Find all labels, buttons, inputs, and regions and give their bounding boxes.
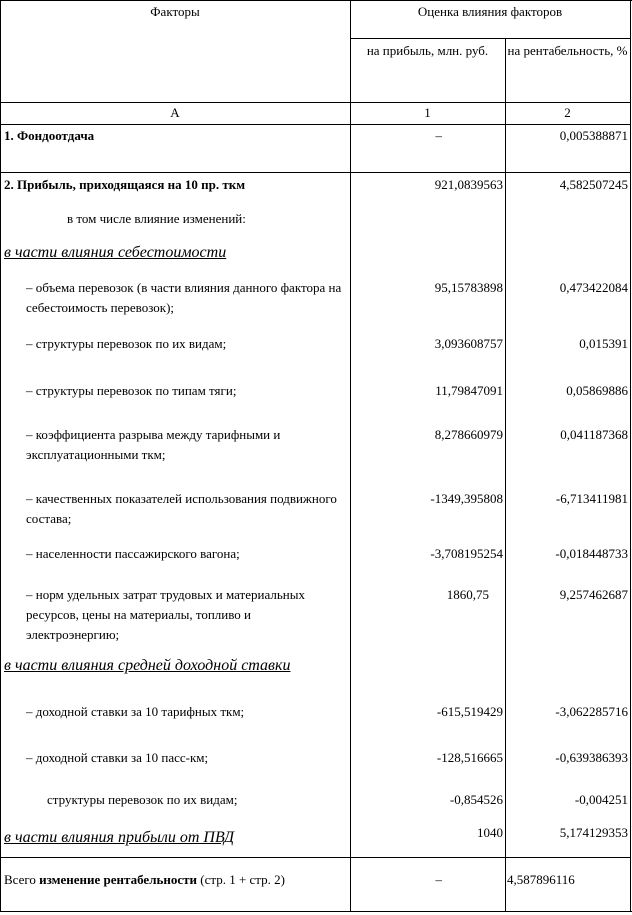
section-cost-heading: в части влияния себестоимости: [4, 244, 227, 261]
sections-bottom-line: [0, 857, 630, 858]
row-total-prefix: Всего: [4, 872, 36, 887]
row-norms-profit: 1860,75: [446, 587, 489, 602]
row-total-suffix: (стр. 1 + стр. 2): [200, 872, 285, 887]
row-profit-per-10-profit: 921,0839563: [434, 177, 503, 192]
row-quality-indicators-profit: -1349,395808: [430, 491, 503, 506]
section-rate-heading: в части влияния средней доходной ставки: [4, 657, 291, 674]
row1-bottom-line: [0, 172, 630, 173]
row-total-label: [4, 870, 285, 890]
row-fondootdacha-profitability: 0,005388871: [559, 128, 628, 143]
row-profit-per-10-label: 2. Прибыль, приходящаяся на 10 пр. ткм: [4, 177, 246, 192]
subheader-line: [350, 38, 630, 39]
row-rate-tariff-profit: -615,519429: [436, 704, 503, 719]
including-label: в том числе влияние изменений:: [67, 211, 246, 226]
header-col-a: А: [170, 105, 180, 120]
row-norms-label: – норм удельных затрат трудовых и материальных ресурсов, цены на материалы, топливо и электроэнергию;: [26, 587, 305, 642]
row-volume-profit: 95,15783898: [434, 280, 503, 295]
row-total-profit: –: [435, 872, 442, 887]
row-volume-profitability: 0,473422084: [559, 280, 628, 295]
table-top-border: [0, 0, 632, 1]
row-rate-structure-profit: -0,854526: [449, 792, 503, 807]
row-structure-types-profit: 3,093608757: [434, 336, 503, 351]
row-wagon-occupancy-profitability: -0,018448733: [555, 546, 628, 561]
row-rate-passenger-profit: -128,516665: [436, 750, 503, 765]
table-bottom-border: [0, 911, 632, 912]
row-wagon-occupancy-label: – населенности пассажирского вагона;: [26, 546, 240, 561]
row-wagon-occupancy-profit: -3,708195254: [430, 546, 503, 561]
header-factors: Факторы: [150, 4, 200, 19]
row-rate-tariff-label: – доходной ставки за 10 тарифных ткм;: [26, 704, 245, 719]
row-pvd-profitability: 5,174129353: [559, 825, 628, 840]
row-rate-structure-label: структуры перевозок по их видам;: [47, 792, 238, 807]
index-row-bottom-line: [0, 124, 630, 125]
left-border: [0, 0, 1, 912]
row-rate-tariff-profitability: -3,062285716: [555, 704, 628, 719]
row-gap-coefficient-label: – коэффициента разрыва между тарифными и эксплуатационными ткм;: [26, 427, 281, 462]
row-quality-indicators-profitability: -6,713411981: [555, 491, 628, 506]
row-structure-traction-profitability: 0,05869886: [566, 383, 628, 398]
row-pvd-profit: 1040: [477, 825, 503, 840]
row-structure-types-label: – структуры перевозок по их видам;: [26, 336, 227, 351]
row-structure-types-profitability: 0,015391: [579, 336, 628, 351]
header-on-profit: на прибыль, млн. руб.: [366, 43, 489, 58]
header-on-profitability: на рентабельность, %: [507, 43, 628, 58]
row-gap-coefficient-profitability: 0,041187368: [560, 427, 628, 442]
col-divider-2: [505, 38, 506, 912]
row-profit-per-10-profitability: 4,582507245: [559, 177, 628, 192]
section-pvd-heading: в части влияния прибыли от ПВД: [4, 829, 235, 846]
row-volume-label: – объема перевозок (в части влияния данного фактора на себестоимость перевозок);: [26, 280, 342, 315]
row-rate-passenger-profitability: -0,639386393: [555, 750, 628, 765]
row-rate-structure-profitability: -0,004251: [574, 792, 628, 807]
row-norms-profitability: 9,257462687: [559, 587, 628, 602]
row-fondootdacha-profit: –: [435, 128, 442, 143]
row-quality-indicators-label: – качественных показателей использования подвижного состава;: [26, 491, 337, 526]
header-col-1: 1: [424, 105, 431, 120]
row-rate-passenger-label: – доходной ставки за 10 пасс-км;: [26, 750, 209, 765]
row-structure-traction-profit: 11,79847091: [435, 383, 503, 398]
row-fondootdacha-label: 1. Фондоотдача: [4, 128, 95, 143]
row-structure-traction-label: – структуры перевозок по типам тяги;: [26, 383, 237, 398]
row-total-bold: изменение рентабельности: [39, 872, 197, 887]
row-total-profitability: 4,587896116: [507, 872, 575, 887]
header-assessment: Оценка влияния факторов: [417, 4, 563, 19]
row-gap-coefficient-profit: 8,278660979: [434, 427, 503, 442]
right-border: [630, 0, 631, 912]
header-col-2: 2: [564, 105, 571, 120]
